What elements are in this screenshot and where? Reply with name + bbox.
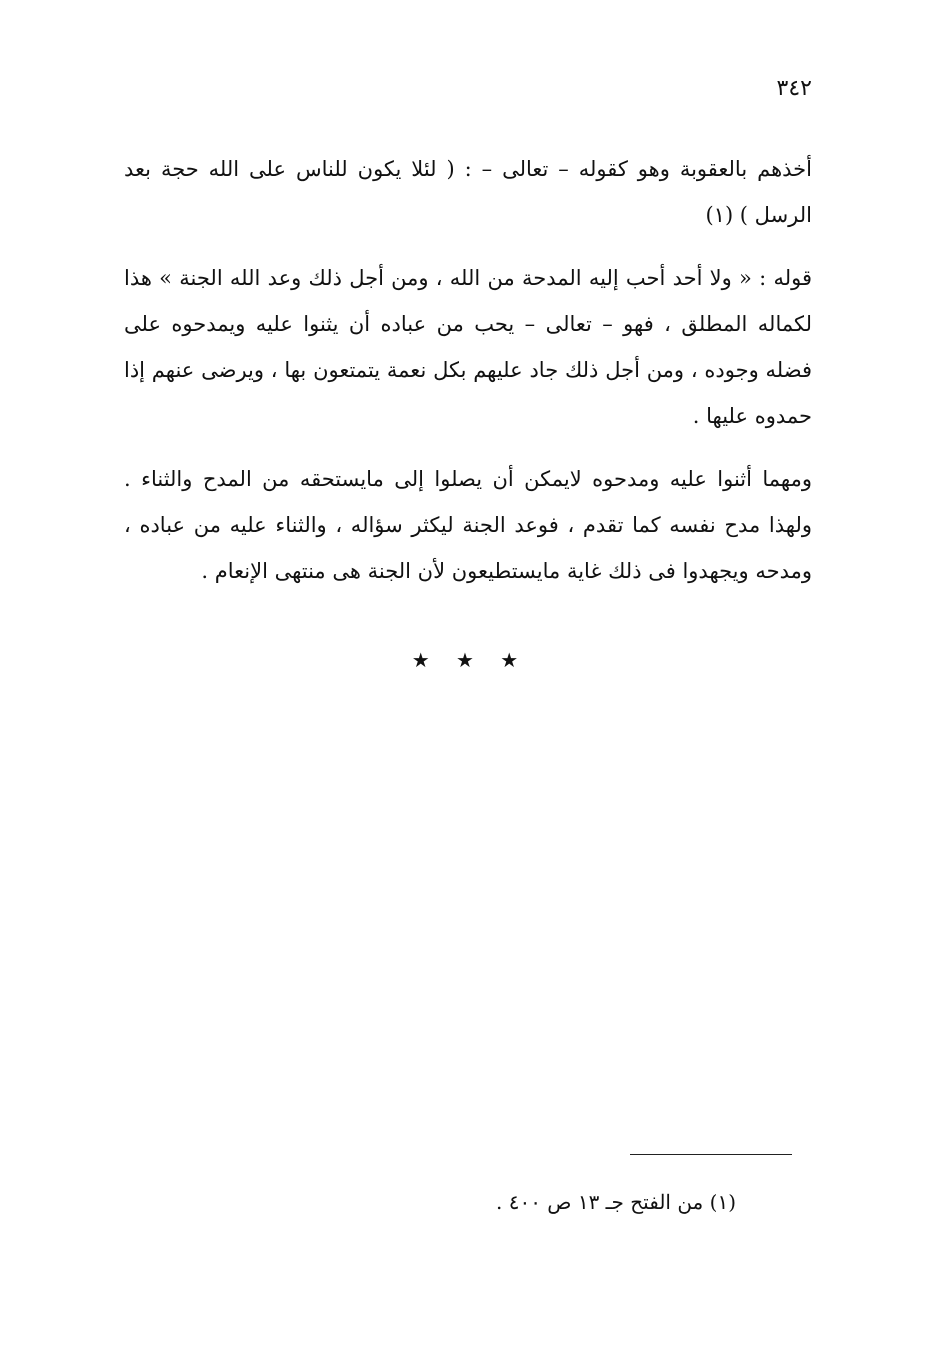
paragraph: أخذهم بالعقوبة وهو كقوله – تعالى – : ( لئلا يكون للناس على الله حجة بعد الرسل ) (١): [124, 157, 812, 227]
footnote: (١) من الفتح جـ ١٣ ص ٤٠٠ .: [495, 1190, 736, 1214]
paragraph: ومهما أثنوا عليه ومدحوه لايمكن أن يصلوا إلى مايستحقه من المدح والثناء . ولهذا مدح نفسه كما تقدم ، فوعد الجنة ليكثر سؤاله ، والثناء عليه من عباده ، ومدحه ويجهدوا فى ذلك غاية مايستطيعون لأن الجنة هى منتهى الإنعام .: [124, 467, 812, 583]
footnote-divider: [630, 1154, 792, 1155]
paragraph: قوله : « ولا أحد أحب إليه المدحة من الله ، ومن أجل ذلك وعد الله الجنة » هذا لكماله المطلق ، فهو – تعالى – يحب من عباده أن يثنوا عليه ويمدحوه على فضله وجوده ، ومن أجل ذلك جاد عليهم بكل نعمة يتمتعون بها ، ويرضى عنهم إذا حمدوه عليها .: [124, 266, 812, 428]
main-text: [124, 146, 812, 611]
page-number: ٣٤٢: [776, 76, 812, 101]
section-separator-stars: ★ ★ ★: [411, 648, 529, 672]
